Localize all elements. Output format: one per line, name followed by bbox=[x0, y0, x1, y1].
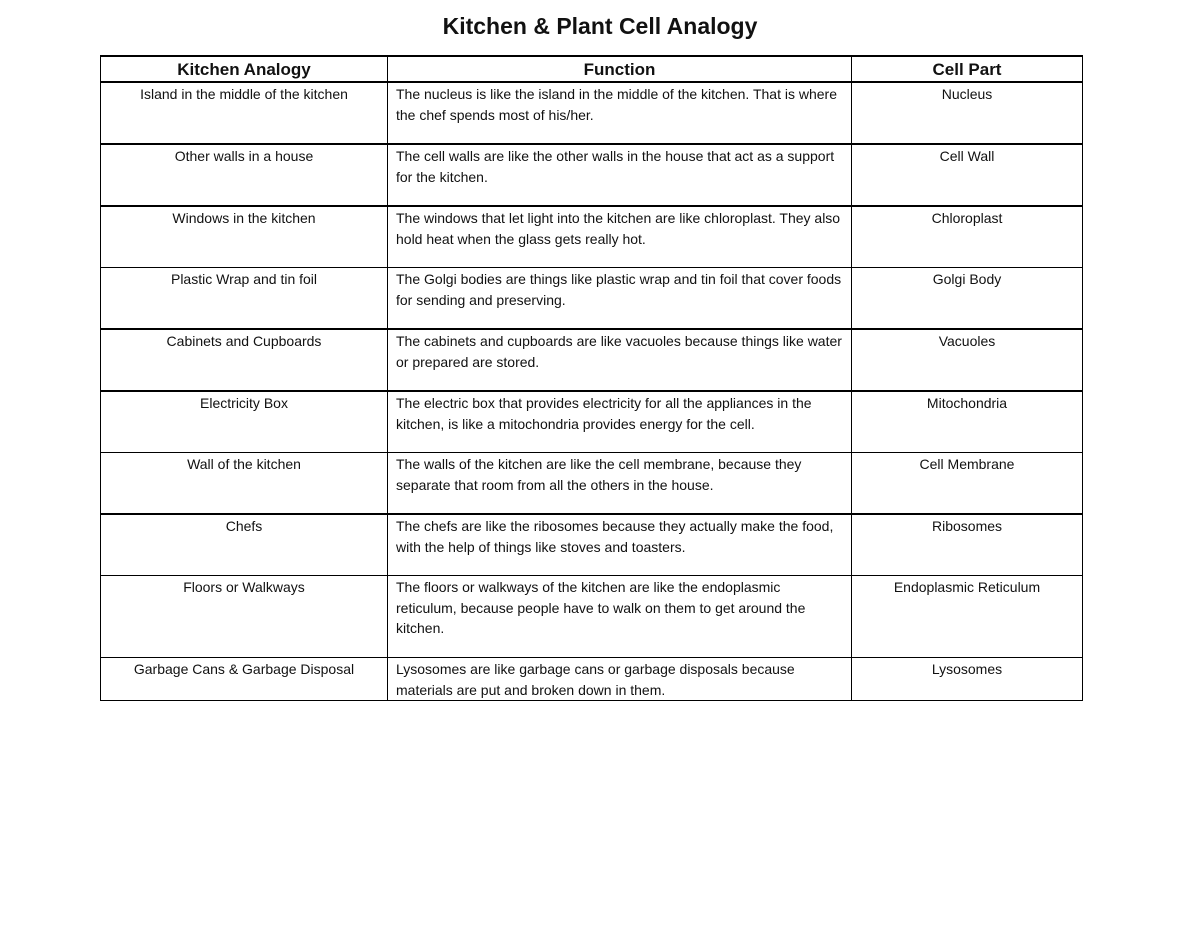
kitchen-analogy-cell: Wall of the kitchen bbox=[101, 453, 388, 515]
table-row bbox=[101, 658, 1083, 701]
table-row bbox=[101, 453, 1083, 515]
kitchen-analogy-cell: Chefs bbox=[101, 514, 388, 576]
cell-part-cell: Golgi Body bbox=[852, 268, 1083, 330]
kitchen-analogy-cell: Floors or Walkways bbox=[101, 576, 388, 658]
function-cell: The walls of the kitchen are like the cell membrane, because they separate that room from all the others in the house. bbox=[388, 453, 852, 515]
kitchen-analogy-cell: Electricity Box bbox=[101, 391, 388, 453]
function-cell: The chefs are like the ribosomes because they actually make the food, with the help of things like stoves and toasters. bbox=[388, 514, 852, 576]
header-kitchen-analogy: Kitchen Analogy bbox=[101, 56, 388, 82]
table-row bbox=[101, 82, 1083, 144]
table-row bbox=[101, 206, 1083, 268]
cell-part-cell: Lysosomes bbox=[852, 658, 1083, 701]
cell-part-cell: Cell Wall bbox=[852, 144, 1083, 206]
cell-part-cell: Cell Membrane bbox=[852, 453, 1083, 515]
table-row bbox=[101, 268, 1083, 330]
function-cell: The nucleus is like the island in the middle of the kitchen. That is where the chef spends most of his/her. bbox=[388, 82, 852, 144]
table-header-row bbox=[101, 56, 1083, 82]
function-cell: The electric box that provides electricity for all the appliances in the kitchen, is like a mitochondria provides energy for the cell. bbox=[388, 391, 852, 453]
function-cell: The Golgi bodies are things like plastic wrap and tin foil that cover foods for sending and preserving. bbox=[388, 268, 852, 330]
function-cell: The floors or walkways of the kitchen are like the endoplasmic reticulum, because people have to walk on them to get around the kitchen. bbox=[388, 576, 852, 658]
page-title: Kitchen & Plant Cell Analogy bbox=[442, 13, 758, 39]
table-row bbox=[101, 391, 1083, 453]
cell-part-cell: Nucleus bbox=[852, 82, 1083, 144]
table-row bbox=[101, 144, 1083, 206]
function-cell: The windows that let light into the kitchen are like chloroplast. They also hold heat when the glass gets really hot. bbox=[388, 206, 852, 268]
kitchen-analogy-cell: Island in the middle of the kitchen bbox=[101, 82, 388, 144]
kitchen-analogy-cell: Garbage Cans & Garbage Disposal bbox=[101, 658, 388, 701]
kitchen-analogy-cell: Other walls in a house bbox=[101, 144, 388, 206]
cell-part-cell: Endoplasmic Reticulum bbox=[852, 576, 1083, 658]
analogy-table bbox=[100, 55, 1083, 701]
kitchen-analogy-cell: Windows in the kitchen bbox=[101, 206, 388, 268]
header-function: Function bbox=[388, 56, 852, 82]
function-cell: The cell walls are like the other walls in the house that act as a support for the kitchen. bbox=[388, 144, 852, 206]
cell-part-cell: Chloroplast bbox=[852, 206, 1083, 268]
table-row bbox=[101, 576, 1083, 658]
table-row bbox=[101, 329, 1083, 391]
header-cell-part: Cell Part bbox=[852, 56, 1083, 82]
cell-part-cell: Ribosomes bbox=[852, 514, 1083, 576]
cell-part-cell: Vacuoles bbox=[852, 329, 1083, 391]
kitchen-analogy-cell: Cabinets and Cupboards bbox=[101, 329, 388, 391]
table-row bbox=[101, 514, 1083, 576]
cell-part-cell: Mitochondria bbox=[852, 391, 1083, 453]
function-cell: The cabinets and cupboards are like vacuoles because things like water or prepared are stored. bbox=[388, 329, 852, 391]
kitchen-analogy-cell: Plastic Wrap and tin foil bbox=[101, 268, 388, 330]
function-cell: Lysosomes are like garbage cans or garbage disposals because materials are put and broken down in them. bbox=[388, 658, 852, 701]
